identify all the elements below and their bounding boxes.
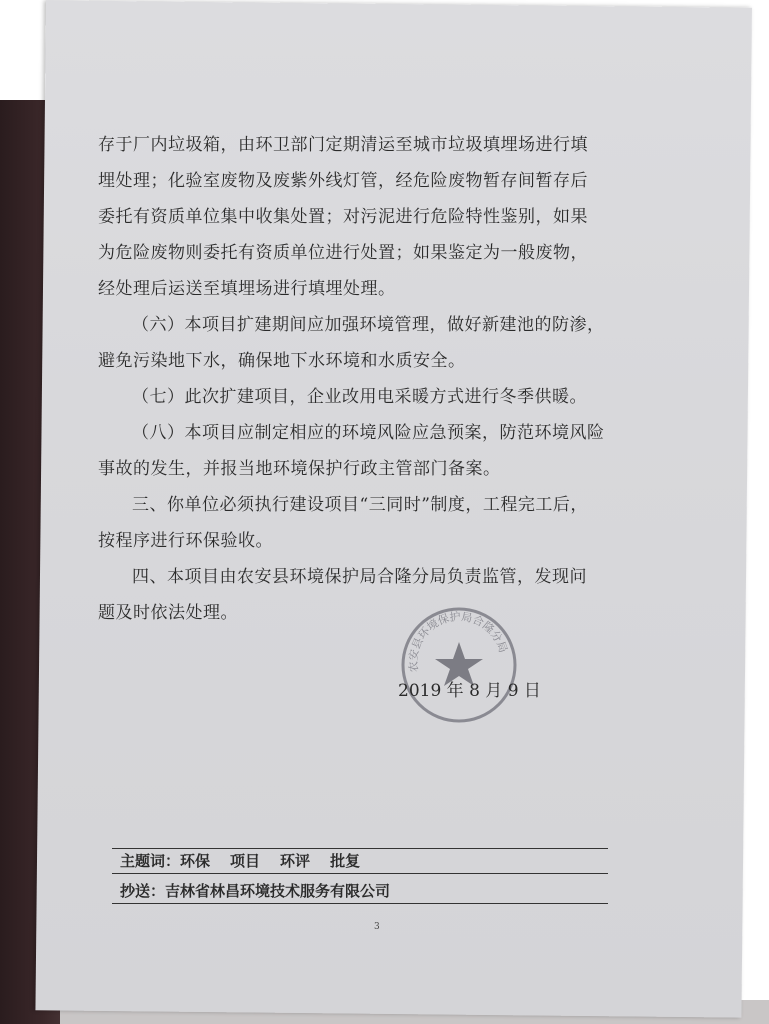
document-body xyxy=(98,127,658,631)
body-line: 题及时依法处理。 xyxy=(98,603,238,623)
seal-text: 农安县环境保护局合隆分局 xyxy=(406,610,510,673)
keyword: 批复 xyxy=(330,852,361,870)
body-line: 经处理后运送至填埋场进行填埋处理。 xyxy=(98,279,396,299)
official-seal xyxy=(400,606,518,724)
issue-date: 2019 年 8 月 9 日 xyxy=(398,681,541,701)
section-four-line: 四、本项目由农安县环境保护局合隆分局负责监管，发现问 xyxy=(132,567,587,587)
divider xyxy=(112,873,608,874)
body-line: 避免污染地下水，确保地下水环境和水质安全。 xyxy=(98,351,466,371)
divider xyxy=(112,848,608,849)
keywords-label: 主题词： xyxy=(120,852,181,870)
cc-row xyxy=(120,880,390,901)
item-seven-line: （七）此次扩建项目，企业改用电采暖方式进行冬季供暖。 xyxy=(132,387,587,407)
body-line: 为危险废物则委托有资质单位进行处置；如果鉴定为一般废物， xyxy=(98,243,588,263)
keyword: 环保 xyxy=(180,852,211,870)
body-line: 委托有资质单位集中收集处置；对污泥进行危险特性鉴别，如果 xyxy=(98,207,588,227)
body-line: 存于厂内垃圾箱，由环卫部门定期清运至城市垃圾填埋场进行填 xyxy=(98,135,588,155)
section-three-line: 三、你单位必须执行建设项目“三同时”制度，工程完工后， xyxy=(132,495,588,515)
body-line: 事故的发生，并报当地环境保护行政主管部门备案。 xyxy=(98,459,501,479)
cc-label: 抄送： xyxy=(120,882,166,900)
body-line: 埋处理；化验室废物及废紫外线灯管，经危险废物暂存间暂存后 xyxy=(98,171,588,191)
body-line: 按程序进行环保验收。 xyxy=(98,531,273,551)
keyword: 项目 xyxy=(230,852,261,870)
page-number: 3 xyxy=(374,922,380,932)
cc-value: 吉林省林昌环境技术服务有限公司 xyxy=(165,882,391,900)
divider xyxy=(112,903,608,904)
keywords-row xyxy=(120,850,380,871)
keyword: 环评 xyxy=(280,852,311,870)
item-eight-line: （八）本项目应制定相应的环境风险应急预案，防范环境风险 xyxy=(132,423,605,443)
item-six-line: （六）本项目扩建期间应加强环境管理，做好新建池的防渗， xyxy=(132,315,605,335)
